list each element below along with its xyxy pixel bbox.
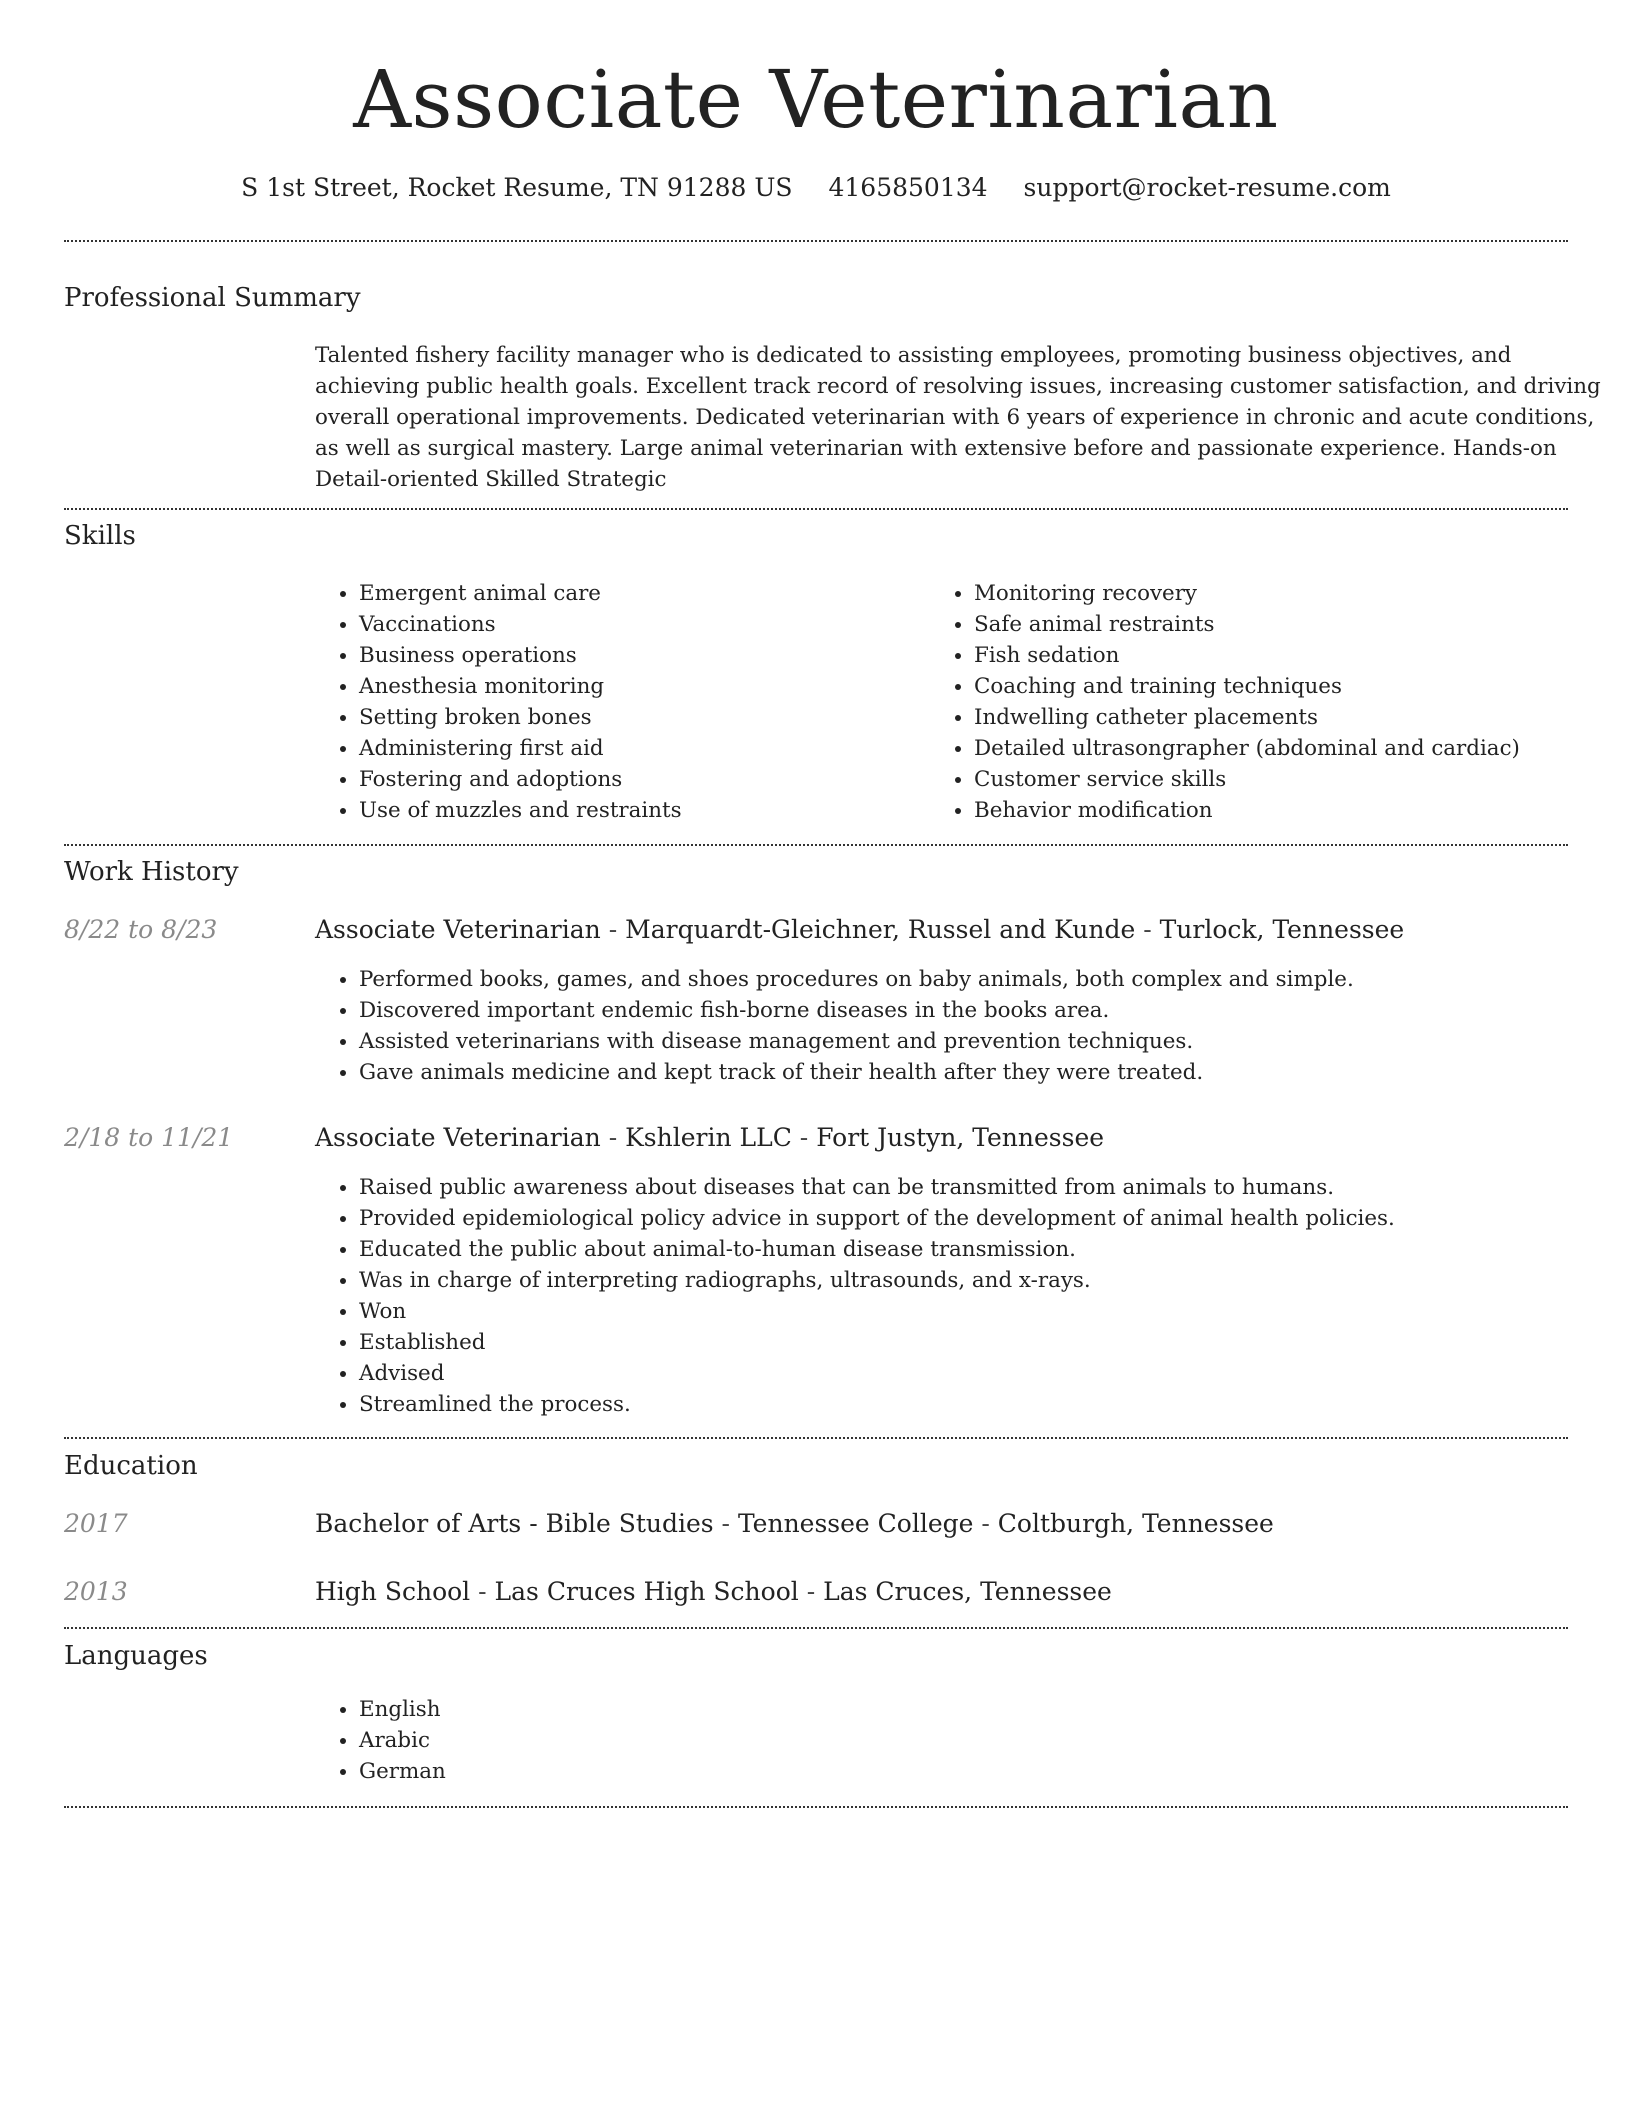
list-item: • Customer service skills (974, 764, 1594, 795)
list-item: • Detailed ultrasongrapher (abdominal and cardiac) (974, 733, 1594, 764)
contact-phone: 4165850134 (828, 173, 988, 202)
contact-line (64, 170, 1568, 206)
education-year: 2017 (64, 1509, 128, 1538)
list-item: • Fostering and adoptions (359, 764, 919, 795)
education-location: Las Cruces, Tennessee (823, 1577, 1112, 1606)
contact-address: S 1st Street, Rocket Resume, TN 91288 US (241, 173, 793, 202)
list-item: • Arabic (359, 1725, 959, 1756)
section-divider (64, 1437, 1568, 1439)
languages-heading: Languages (64, 1641, 208, 1671)
list-item: • Indwelling catheter placements (974, 702, 1594, 733)
list-item: • Business operations (359, 640, 919, 671)
section-divider (64, 1806, 1568, 1808)
list-item: • Anesthesia monitoring (359, 671, 919, 702)
list-item: • Educated the public about animal-to-human disease transmission. (359, 1234, 1609, 1265)
list-item: • Raised public awareness about diseases that can be transmitted from animals to humans. (359, 1172, 1609, 1203)
list-item: • Provided epidemiological policy advice in support of the development of animal health policies. (359, 1203, 1609, 1234)
list-item: • Fish sedation (974, 640, 1594, 671)
job-location: Fort Justyn, Tennessee (816, 1123, 1105, 1152)
list-item: • Was in charge of interpreting radiographs, ultrasounds, and x-rays. (359, 1265, 1609, 1296)
list-item: • Vaccinations (359, 609, 919, 640)
languages-list (315, 1694, 959, 1787)
list-item: • Coaching and training techniques (974, 671, 1594, 702)
job-company: Marquardt-Gleichner, Russel and Kunde (625, 915, 1136, 944)
list-item: • Behavior modification (974, 795, 1594, 826)
job-location: Turlock, Tennessee (1159, 915, 1405, 944)
education-heading: Education (64, 1451, 198, 1481)
list-item: • German (359, 1756, 959, 1787)
list-item: • English (359, 1694, 959, 1725)
list-item: • Emergent animal care (359, 578, 919, 609)
list-item: • Safe animal restraints (974, 609, 1594, 640)
summary-text: Talented fishery facility manager who is dedicated to assisting employees, promoting business objectives, and achieving public health goals. Excellent track record of resolving issues, increasing customer satisfaction, and driving overall operational improvements. Dedicated veterinarian with 6 years of experience in chronic and acute conditions, as well as surgical mastery. Large animal veterinarian with extensive before and passionate experience. Hands-on Detail-oriented Skilled Strategic (315, 343, 1601, 492)
education-year: 2013 (64, 1577, 128, 1606)
job-dates: 2/18 to 11/21 (64, 1123, 234, 1152)
section-divider (64, 508, 1568, 510)
list-item: • Discovered important endemic fish-borne diseases in the books area. (359, 995, 1609, 1026)
skills-list-right (930, 578, 1594, 826)
list-item: • Gave animals medicine and kept track of their health after they were treated. (359, 1057, 1609, 1088)
job-company: Kshlerin LLC (625, 1123, 792, 1152)
contact-email: support@rocket-resume.com (1023, 173, 1391, 202)
job-dates: 8/22 to 8/23 (64, 915, 218, 944)
job-heading: Associate Veterinarian - Marquardt-Gleichner, Russel and Kunde - Turlock, Tennessee (315, 915, 1405, 944)
education-entry: High School - Las Cruces High School - Las Cruces, Tennessee (315, 1577, 1112, 1606)
list-item: • Monitoring recovery (974, 578, 1594, 609)
summary-heading: Professional Summary (64, 283, 361, 313)
list-item: • Assisted veterinarians with disease management and prevention techniques. (359, 1026, 1609, 1057)
job-bullets (315, 964, 1609, 1088)
work-heading: Work History (64, 857, 239, 887)
job-role: Associate Veterinarian (315, 1123, 601, 1152)
list-item: • Advised (359, 1358, 1609, 1389)
job-bullets (315, 1172, 1609, 1420)
education-entry: Bachelor of Arts - Bible Studies - Tennessee College - Coltburgh, Tennessee (315, 1509, 1274, 1538)
skills-heading: Skills (64, 521, 136, 551)
list-item: • Setting broken bones (359, 702, 919, 733)
list-item: • Use of muzzles and restraints (359, 795, 919, 826)
job-heading: Associate Veterinarian - Kshlerin LLC - Fort Justyn, Tennessee (315, 1123, 1105, 1152)
list-item: • Won (359, 1296, 1609, 1327)
education-school: Las Cruces High School (494, 1577, 799, 1606)
education-degree: Bachelor of Arts - Bible Studies (315, 1509, 714, 1538)
skills-list-left (315, 578, 919, 826)
job-role: Associate Veterinarian (315, 915, 601, 944)
list-item: • Performed books, games, and shoes procedures on baby animals, both complex and simple. (359, 964, 1609, 995)
section-divider (64, 844, 1568, 846)
section-divider (64, 240, 1568, 242)
list-item: • Administering first aid (359, 733, 919, 764)
education-school: Tennessee College (737, 1509, 974, 1538)
list-item: • Streamlined the process. (359, 1389, 1609, 1420)
education-degree: High School (315, 1577, 471, 1606)
resume-name: Associate Veterinarian (353, 53, 1279, 146)
section-divider (64, 1627, 1568, 1629)
list-item: • Established (359, 1327, 1609, 1358)
education-location: Coltburgh, Tennessee (997, 1509, 1274, 1538)
